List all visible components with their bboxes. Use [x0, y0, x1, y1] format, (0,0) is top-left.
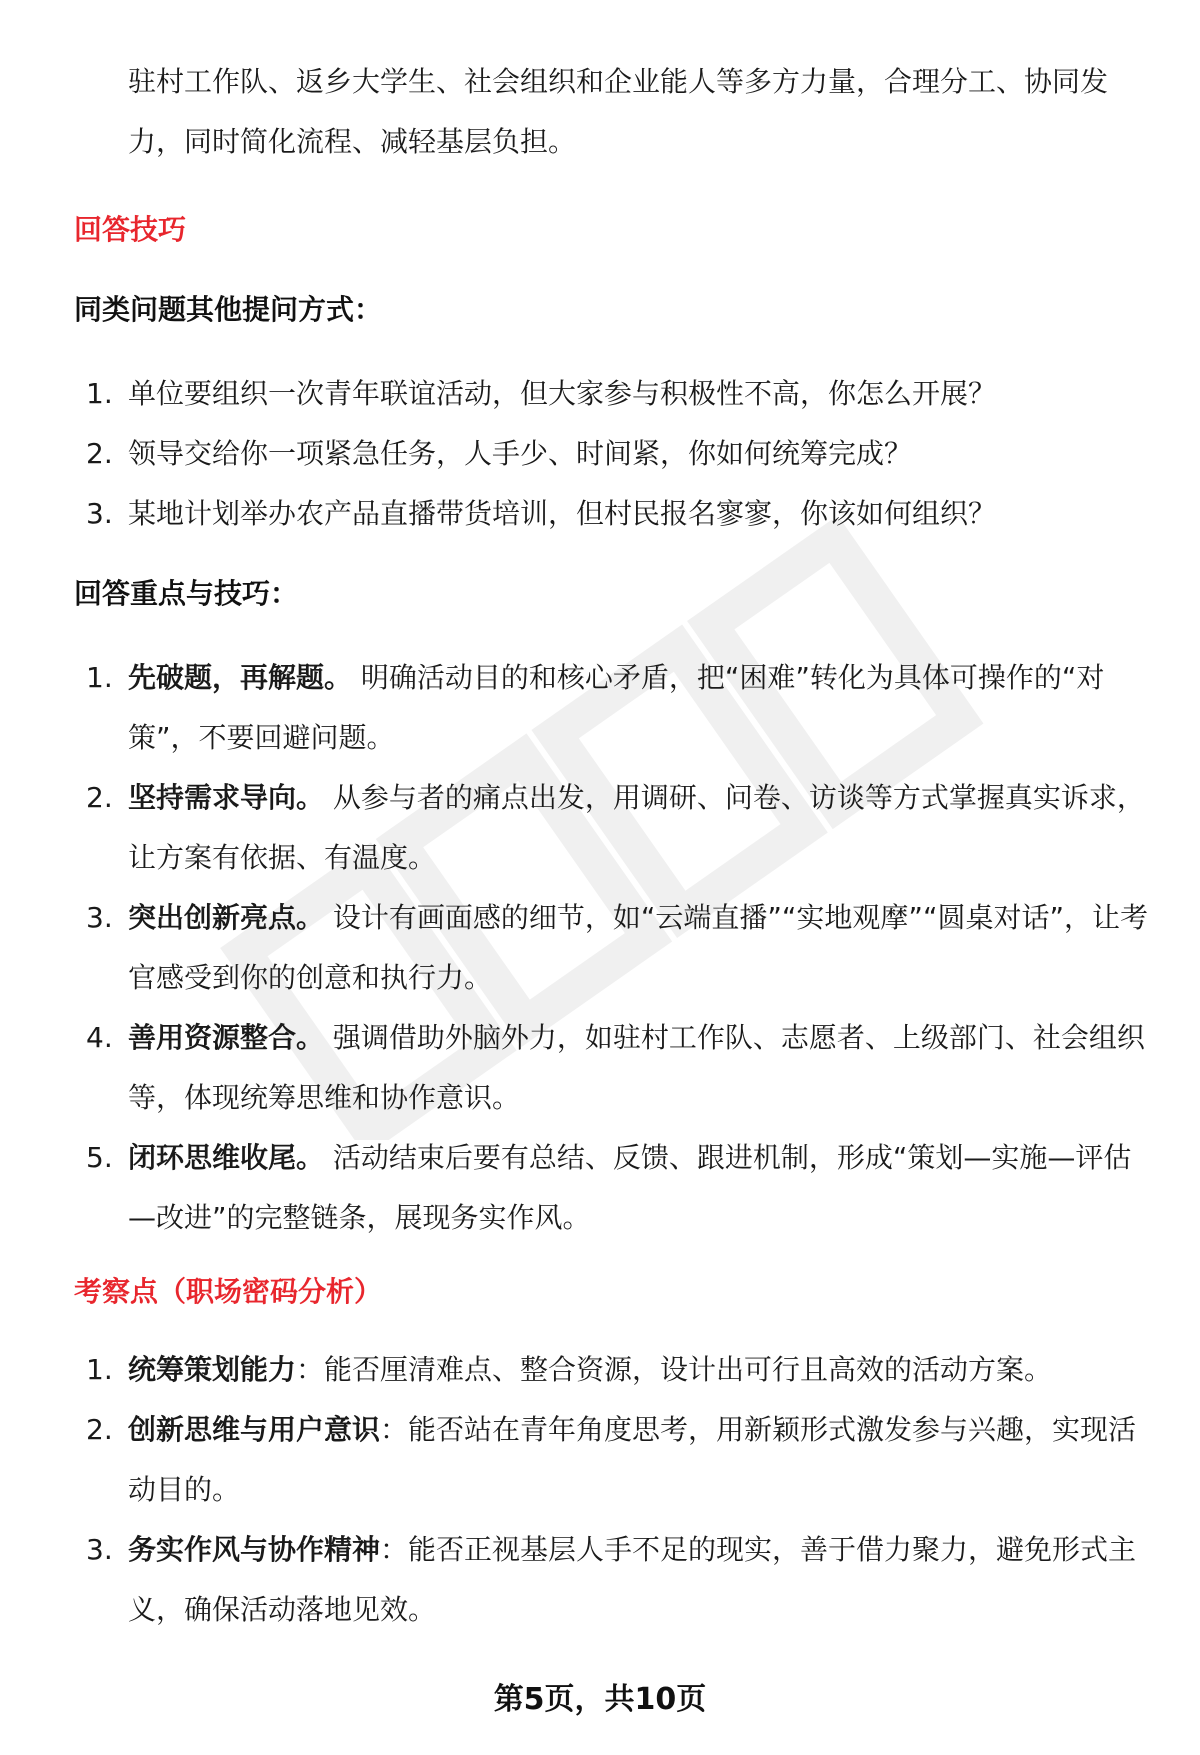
list-number: 2. — [86, 437, 113, 470]
exam-points-title: 考察点（职场密码分析） — [74, 1275, 383, 1308]
list-number: 5. — [86, 1141, 113, 1174]
list-lead: 突出创新亮点。 — [128, 901, 325, 934]
list-lead: 统筹策划能力 — [128, 1353, 297, 1386]
list-lead: 务实作风与协作精神 — [128, 1533, 381, 1566]
key-points-list — [74, 648, 1154, 1248]
list-number: 2. — [86, 1413, 113, 1446]
list-number: 3. — [86, 1533, 113, 1566]
list-text: ：能否厘清难点、整合资源，设计出可行且高效的活动方案。 — [296, 1353, 1053, 1386]
list-lead: 坚持需求导向。 — [128, 781, 325, 814]
list-text: ：能否站在青年角度思考，用新颖形式激发参与兴趣，实现活动目的。 — [128, 1413, 1137, 1506]
list-item — [74, 768, 1154, 888]
similar-questions-title: 同类问题其他提问方式： — [74, 293, 383, 326]
page-footer: 第5页，共10页 — [493, 1682, 707, 1717]
list-text: 明确活动目的和核心矛盾，把“困难”转化为具体可操作的“对策”，不要回避问题。 — [128, 661, 1105, 754]
list-lead: 先破题，再解题。 — [128, 661, 353, 694]
list-item — [74, 888, 1154, 1008]
list-item — [74, 1128, 1154, 1248]
list-text: ：能否正视基层人手不足的现实，善于借力聚力，避免形式主义，确保活动落地见效。 — [128, 1533, 1137, 1626]
exam-points-list — [74, 1340, 1154, 1640]
list-lead: 闭环思维收尾。 — [128, 1141, 325, 1174]
list-text: 单位要组织一次青年联谊活动，但大家参与积极性不高，你怎么开展？ — [128, 377, 997, 410]
list-text: 从参与者的痛点出发，用调研、问卷、访谈等方式掌握真实诉求，让方案有依据、有温度。 — [128, 781, 1145, 874]
list-item — [74, 424, 1154, 484]
list-text: 设计有画面感的细节，如“云端直播”“实地观摩”“圆桌对话”，让考官感受到你的创意和执行力。 — [128, 901, 1148, 994]
list-text: 活动结束后要有总结、反馈、跟进机制，形成“策划—实施—评估—改进”的完整链条，展现务实作风。 — [128, 1141, 1132, 1234]
intro-continuation: 驻村工作队、返乡大学生、社会组织和企业能人等多方力量，合理分工、协同发力，同时简化流程、减轻基层负担。 — [128, 65, 1109, 158]
list-item — [74, 648, 1154, 768]
list-text: 某地计划举办农产品直播带货培训，但村民报名寥寥，你该如何组织？ — [128, 497, 997, 530]
similar-questions-list — [74, 364, 1154, 544]
list-text: 领导交给你一项紧急任务，人手少、时间紧，你如何统筹完成？ — [128, 437, 913, 470]
list-number: 1. — [86, 1353, 113, 1386]
list-number: 1. — [86, 661, 113, 694]
list-lead: 善用资源整合。 — [128, 1021, 325, 1054]
list-item — [74, 1520, 1154, 1640]
list-lead: 创新思维与用户意识 — [128, 1413, 381, 1446]
list-item — [74, 1008, 1154, 1128]
list-item — [74, 1340, 1154, 1400]
list-number: 3. — [86, 497, 113, 530]
list-number: 1. — [86, 377, 113, 410]
key-points-title: 回答重点与技巧： — [74, 577, 299, 610]
section-skills-title: 回答技巧 — [74, 213, 187, 246]
list-item — [74, 1400, 1154, 1520]
list-number: 2. — [86, 781, 113, 814]
list-item — [74, 364, 1154, 424]
list-item — [74, 484, 1154, 544]
list-text: 强调借助外脑外力，如驻村工作队、志愿者、上级部门、社会组织等，体现统筹思维和协作意识。 — [128, 1021, 1145, 1114]
list-number: 3. — [86, 901, 113, 934]
list-number: 4. — [86, 1021, 113, 1054]
document-page — [74, 52, 1154, 1640]
